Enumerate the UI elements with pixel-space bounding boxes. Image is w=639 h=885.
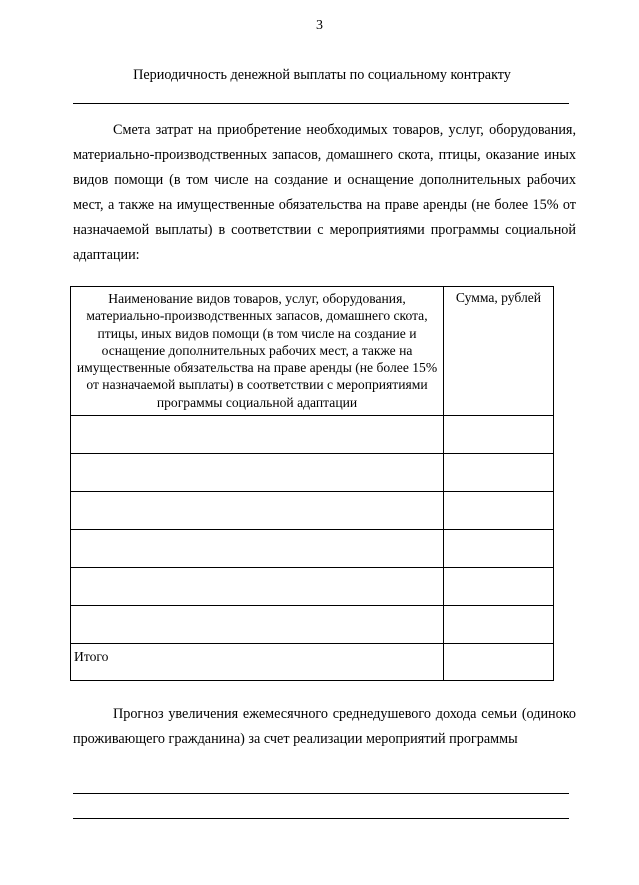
forecast-paragraph: Прогноз увеличения ежемесячного среднедушевого дохода семьи (одиноко проживающего гражданина) за счет реализации мероприятий программы bbox=[73, 706, 576, 747]
forecast-fill-line-1 bbox=[73, 793, 569, 794]
amount-cell bbox=[444, 416, 554, 454]
table-row bbox=[71, 492, 554, 530]
header-amount: Сумма, рублей bbox=[444, 287, 554, 416]
table-header-row bbox=[71, 287, 554, 416]
item-name-cell bbox=[71, 606, 444, 644]
forecast-fill-line-2 bbox=[73, 818, 569, 819]
amount-cell bbox=[444, 606, 554, 644]
item-name-cell bbox=[71, 492, 444, 530]
item-name-cell bbox=[71, 454, 444, 492]
table-row bbox=[71, 416, 554, 454]
estimate-paragraph: Смета затрат на приобретение необходимых товаров, услуг, оборудования, материально-производственных запасов, домашнего скота, птицы, оказание иных видов помощи (в том числе на создание и оснащение дополнительных рабочих мест, а также на имущественные обязательства на праве аренды (не более 15% от назначаемой выплаты) в соответствии с мероприятиями программы социальной адаптации: bbox=[73, 122, 576, 263]
table-row bbox=[71, 530, 554, 568]
item-name-cell bbox=[71, 530, 444, 568]
page-number: 3 bbox=[316, 18, 323, 33]
cost-estimate-table bbox=[70, 286, 554, 681]
amount-cell bbox=[444, 454, 554, 492]
payment-frequency-heading: Периодичность денежной выплаты по социальному контракту bbox=[133, 67, 511, 83]
header-item-name: Наименование видов товаров, услуг, оборудования, материально-производственных запасов, домашнего скота, птицы, иных видов помощи (в том числе на создание и оснащение дополнительных рабочих мест, а также на имущественные обязательства на праве аренды (не более 15% от назначаемой выплаты) в соответствии с мероприятиями программы социальной адаптации bbox=[71, 287, 444, 416]
item-name-cell bbox=[71, 568, 444, 606]
total-amount-cell bbox=[444, 644, 554, 681]
table-row bbox=[71, 568, 554, 606]
table-total-row bbox=[71, 644, 554, 681]
table-row bbox=[71, 454, 554, 492]
amount-cell bbox=[444, 530, 554, 568]
payment-frequency-fill-line bbox=[73, 103, 569, 104]
total-label: Итого bbox=[71, 644, 444, 681]
table-row bbox=[71, 606, 554, 644]
amount-cell bbox=[444, 568, 554, 606]
amount-cell bbox=[444, 492, 554, 530]
item-name-cell bbox=[71, 416, 444, 454]
